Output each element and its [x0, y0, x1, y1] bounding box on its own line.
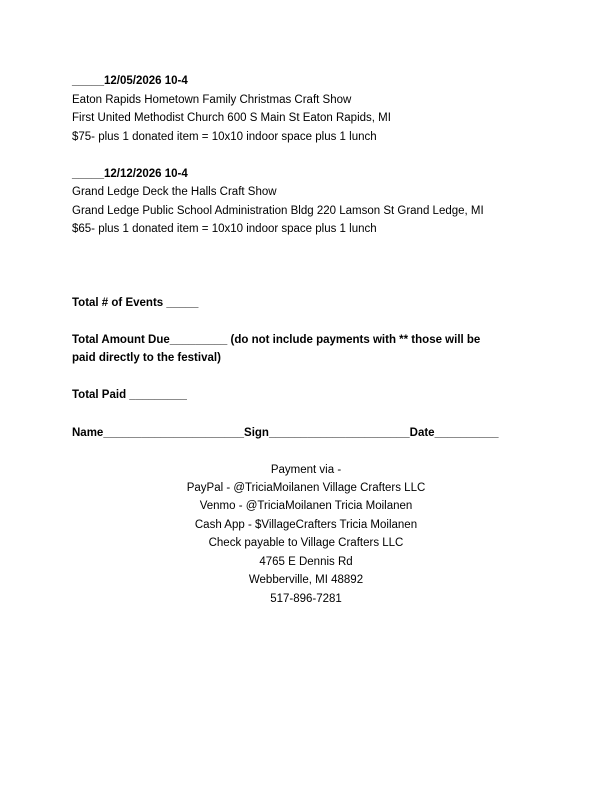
total-events-field[interactable]: Total # of Events _____ [72, 297, 199, 309]
total-amount-due-note: paid directly to the festival) [72, 352, 221, 364]
event-1-date: _____12/05/2026 10-4 [72, 75, 188, 87]
total-paid-field[interactable]: Total Paid _________ [72, 389, 187, 401]
payment-city: Webberville, MI 48892 [248, 574, 364, 586]
payment-check: Check payable to Village Crafters LLC [208, 537, 404, 549]
total-amount-due-field[interactable]: Total Amount Due_________ (do not include payments with ** those will be [72, 334, 481, 346]
event-1-name: Eaton Rapids Hometown Family Christmas Craft Show [72, 94, 352, 106]
event-2-name: Grand Ledge Deck the Halls Craft Show [72, 186, 277, 198]
payment-paypal: PayPal - @TriciaMoilanen Village Crafters LLC [186, 482, 426, 494]
signature-line[interactable]: Name______________________Sign______________________Date__________ [72, 427, 499, 439]
payment-phone: 517-896-7281 [270, 593, 342, 605]
event-2-price: $65- plus 1 donated item = 10x10 indoor space plus 1 lunch [72, 223, 377, 235]
event-1-price: $75- plus 1 donated item = 10x10 indoor space plus 1 lunch [72, 131, 377, 143]
payment-cashapp: Cash App - $VillageCrafters Tricia Moilanen [194, 519, 418, 531]
event-2-date: _____12/12/2026 10-4 [72, 168, 188, 180]
payment-street: 4765 E Dennis Rd [259, 556, 353, 568]
payment-heading: Payment via - [270, 464, 342, 476]
payment-venmo: Venmo - @TriciaMoilanen Tricia Moilanen [199, 500, 413, 512]
event-1-location: First United Methodist Church 600 S Main St Eaton Rapids, MI [72, 112, 391, 124]
event-2-location: Grand Ledge Public School Administration Bldg 220 Lamson St Grand Ledge, MI [72, 205, 484, 217]
